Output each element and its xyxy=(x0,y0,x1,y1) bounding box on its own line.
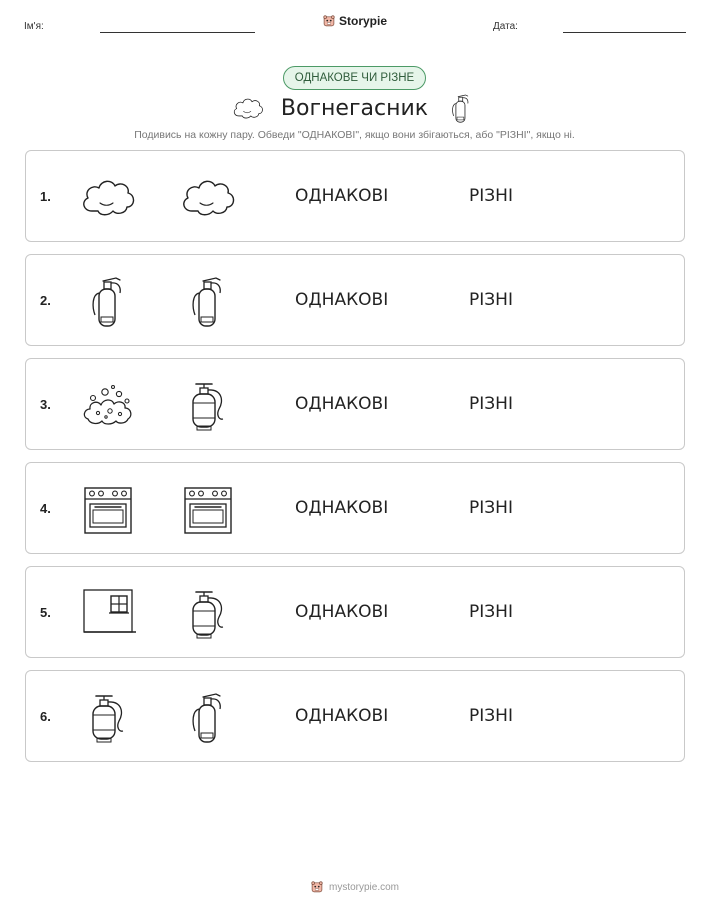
fire-extinguisher-icon xyxy=(78,271,138,331)
page-title: Вогнегасник xyxy=(280,95,429,121)
different-option[interactable]: РІЗНІ xyxy=(469,498,513,518)
same-option[interactable]: ОДНАКОВІ xyxy=(295,706,389,726)
brand-logo xyxy=(322,14,387,28)
fire-extinguisher-icon xyxy=(444,91,478,125)
exercise-row xyxy=(25,670,685,762)
row-number: 2. xyxy=(40,293,51,308)
same-option[interactable]: ОДНАКОВІ xyxy=(295,394,389,414)
row-number: 1. xyxy=(40,189,51,204)
same-option[interactable]: ОДНАКОВІ xyxy=(295,290,389,310)
exercise-list xyxy=(25,150,685,774)
stove-icon xyxy=(178,479,238,539)
name-label: Ім'я: xyxy=(24,21,44,32)
foam-icon xyxy=(78,375,138,435)
brand-name: Storypie xyxy=(339,14,388,28)
different-option[interactable]: РІЗНІ xyxy=(469,290,513,310)
stove-icon xyxy=(78,479,138,539)
cloud-icon xyxy=(231,91,265,125)
footer-url[interactable]: mystorypie.com xyxy=(328,881,399,893)
different-option[interactable]: РІЗНІ xyxy=(469,706,513,726)
exercise-row xyxy=(25,358,685,450)
instructions: Подивись на кожну пару. Обведи "ОДНАКОВІ", якщо вони збігаються, або "РІЗНІ", якщо ні. xyxy=(134,129,575,141)
exercise-row xyxy=(25,566,685,658)
different-option[interactable]: РІЗНІ xyxy=(469,394,513,414)
different-option[interactable]: РІЗНІ xyxy=(469,186,513,206)
row-number: 5. xyxy=(40,605,51,620)
different-option[interactable]: РІЗНІ xyxy=(469,602,513,622)
exercise-row xyxy=(25,254,685,346)
row-number: 4. xyxy=(40,501,51,516)
wall-window-icon xyxy=(78,583,138,643)
cloud-icon xyxy=(178,167,238,227)
exercise-row xyxy=(25,462,685,554)
gas-cylinder-icon xyxy=(178,583,238,643)
name-field-line[interactable] xyxy=(100,32,255,33)
same-option[interactable]: ОДНАКОВІ xyxy=(295,602,389,622)
fire-extinguisher-icon xyxy=(178,687,238,747)
date-label: Дата: xyxy=(493,21,518,32)
same-option[interactable]: ОДНАКОВІ xyxy=(295,186,389,206)
worksheet-header xyxy=(0,0,709,50)
date-field-line[interactable] xyxy=(563,32,686,33)
mascot-icon xyxy=(310,880,324,894)
title-row xyxy=(0,90,709,126)
cloud-icon xyxy=(78,167,138,227)
footer xyxy=(0,880,709,894)
row-number: 6. xyxy=(40,709,51,724)
exercise-row xyxy=(25,150,685,242)
worksheet-type-badge: ОДНАКОВЕ ЧИ РІЗНЕ xyxy=(283,66,426,90)
gas-cylinder-icon xyxy=(78,687,138,747)
same-option[interactable]: ОДНАКОВІ xyxy=(295,498,389,518)
gas-cylinder-icon xyxy=(178,375,238,435)
fire-extinguisher-icon xyxy=(178,271,238,331)
mascot-icon xyxy=(322,14,336,28)
row-number: 3. xyxy=(40,397,51,412)
